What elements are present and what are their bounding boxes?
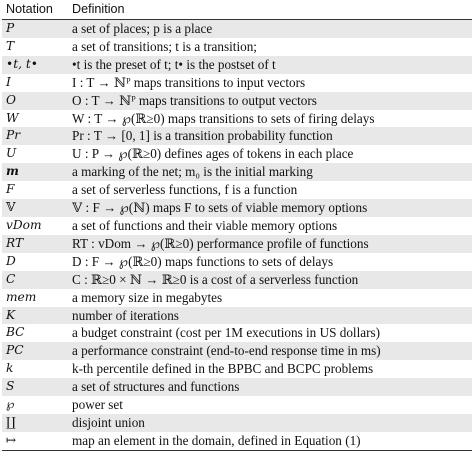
table-row (2, 217, 472, 235)
row-definition: C : ℝ≥0 × ℕ → ℝ≥0 is a cost of a serverless function (68, 271, 472, 289)
row-symbol: ℘ (2, 396, 68, 414)
row-definition: disjoint union (68, 414, 472, 432)
row-definition: map an element in the domain, defined in Equation (1) (68, 432, 472, 450)
row-definition: Pr : T → [0, 1] is a transition probability function (68, 127, 472, 145)
table-row (2, 396, 472, 414)
table-row (2, 432, 472, 450)
table-row (2, 324, 472, 342)
header-definition: Definition (68, 0, 472, 20)
row-symbol: O (2, 92, 68, 110)
row-symbol: Pr (2, 127, 68, 145)
row-symbol: PC (2, 342, 68, 360)
row-symbol: D (2, 253, 68, 271)
table-bottom-rule (2, 450, 472, 451)
row-definition: 𝕍 : F → ℘(ℕ) maps F to sets of viable memory options (68, 199, 472, 217)
row-symbol: RT (2, 235, 68, 253)
row-definition: •t is the preset of t; t• is the postset of t (68, 56, 472, 74)
table-header-row (2, 0, 472, 20)
table-row (2, 92, 472, 110)
row-definition: a performance constraint (end-to-end response time in ms) (68, 342, 472, 360)
row-symbol: K (2, 307, 68, 325)
row-definition: a set of places; p is a place (68, 20, 472, 38)
row-symbol: k (2, 360, 68, 378)
row-definition: U : P → ℘(ℝ≥0) defines ages of tokens in each place (68, 145, 472, 163)
row-symbol: ↦ (2, 432, 68, 450)
row-definition: power set (68, 396, 472, 414)
row-symbol: m (2, 163, 68, 181)
row-definition: a set of functions and their viable memory options (68, 217, 472, 235)
table-row (2, 38, 472, 56)
row-definition: a marking of the net; m₀ is the initial marking (68, 163, 472, 181)
row-definition: number of iterations (68, 307, 472, 325)
row-symbol: W (2, 110, 68, 128)
table-row (2, 360, 472, 378)
table-row (2, 181, 472, 199)
row-symbol: P (2, 20, 68, 38)
row-symbol: S (2, 378, 68, 396)
row-definition: O : T → ℕᴾ maps transitions to output vectors (68, 92, 472, 110)
row-definition: W : T → ℘(ℝ≥0) maps transitions to sets of firing delays (68, 110, 472, 128)
row-definition: I : T → ℕᴾ maps transitions to input vectors (68, 74, 472, 92)
table-row (2, 307, 472, 325)
row-symbol: 𝕍 (2, 199, 68, 217)
row-definition: a set of structures and functions (68, 378, 472, 396)
row-definition: a set of transitions; t is a transition; (68, 38, 472, 56)
row-definition: k-th percentile defined in the BPBC and BCPC problems (68, 360, 472, 378)
row-symbol: C (2, 271, 68, 289)
table-row (2, 199, 472, 217)
table-row (2, 56, 472, 74)
table-row (2, 342, 472, 360)
row-symbol: U (2, 145, 68, 163)
row-symbol: ∐ (2, 414, 68, 432)
table-row (2, 110, 472, 128)
table-row (2, 163, 472, 181)
row-symbol: F (2, 181, 68, 199)
table-row (2, 253, 472, 271)
table-row (2, 127, 472, 145)
row-symbol: I (2, 74, 68, 92)
notation-table (2, 0, 472, 450)
table-row (2, 20, 472, 38)
row-symbol: vDom (2, 217, 68, 235)
row-definition: RT : vDom → ℘(ℝ≥0) performance profile of functions (68, 235, 472, 253)
row-symbol: mem (2, 289, 68, 307)
table-row (2, 235, 472, 253)
row-definition: a budget constraint (cost per 1M executions in US dollars) (68, 324, 472, 342)
row-symbol: T (2, 38, 68, 56)
table-row (2, 271, 472, 289)
row-definition: a memory size in megabytes (68, 289, 472, 307)
row-symbol: •t, t• (2, 56, 68, 74)
row-definition: D : F → ℘(ℝ≥0) maps functions to sets of delays (68, 253, 472, 271)
table-row (2, 289, 472, 307)
table-row (2, 145, 472, 163)
row-symbol: BC (2, 324, 68, 342)
table-row (2, 74, 472, 92)
row-definition: a set of serverless functions, f is a function (68, 181, 472, 199)
table-row (2, 378, 472, 396)
header-notation: Notation (2, 0, 68, 20)
table-row (2, 414, 472, 432)
